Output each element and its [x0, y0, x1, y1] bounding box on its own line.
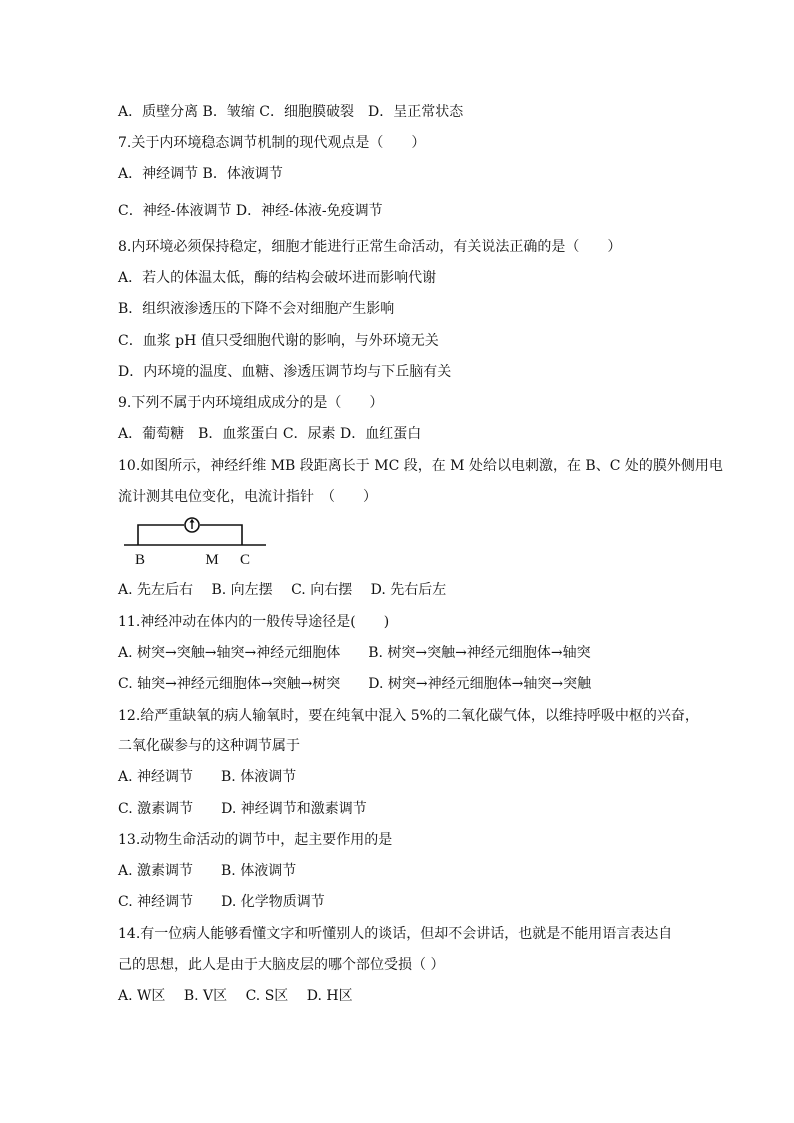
- label-m: M: [205, 552, 219, 568]
- nerve-fiber-diagram: [124, 517, 274, 569]
- q10-stem-line2: 流计测其电位变化，电流计指针 （ ）: [118, 489, 377, 505]
- q12-stem-line1: 12.给严重缺氧的病人输氧时，要在纯氧中混入 5%的二氧化碳气体，以维持呼吸中枢的兴奋，: [118, 708, 699, 724]
- q14-stem-line1: 14.有一位病人能够看懂文字和听懂别人的谈话，但却不会讲话，也就是不能用语言表达自: [118, 926, 673, 942]
- label-c: C: [239, 552, 251, 568]
- q13-options-ab: A. 激素调节 B. 体液调节: [118, 863, 297, 879]
- wire-right: [200, 525, 242, 545]
- q14-stem-line2: 己的思想，此人是由于大脑皮层的哪个部位受损（ ）: [118, 957, 445, 973]
- q11-stem: 11.神经冲动在体内的一般传导途径是( ): [118, 614, 390, 630]
- q14-options: A. W区 B. V区 C. S区 D. H区: [118, 988, 353, 1004]
- q12-options-cd: C. 激素调节 D. 神经调节和激素调节: [118, 801, 367, 817]
- label-b: B: [134, 552, 146, 568]
- q7-options-cd: C．神经-体液调节 D．神经-体液-免疫调节: [118, 203, 383, 219]
- q13-options-cd: C. 神经调节 D. 化学物质调节: [118, 894, 325, 910]
- q7-stem: 7.关于内环境稳态调节机制的现代观点是（ ）: [118, 135, 426, 151]
- q11-options-cd: C. 轴突→神经元细胞体→突触→树突 D. 树突→神经元细胞体→轴突→突触: [118, 676, 592, 692]
- q12-stem-line2: 二氧化碳参与的这种调节属于: [118, 738, 300, 754]
- q13-stem: 13.动物生命活动的调节中，起主要作用的是: [118, 832, 393, 848]
- q8-option-c: C．血浆 pH 值只受细胞代谢的影响，与外环境无关: [118, 333, 439, 349]
- q11-options-ab: A. 树突→突触→轴突→神经元细胞体 B. 树突→突触→神经元细胞体→轴突: [118, 645, 591, 661]
- q8-option-d: D．内环境的温度、血糖、渗透压调节均与下丘脑有关: [118, 364, 452, 380]
- q6-options: A．质壁分离 B．皱缩 C．细胞膜破裂 D．呈正常状态: [118, 104, 464, 120]
- q7-options-ab: A．神经调节 B．体液调节: [118, 166, 283, 182]
- q8-option-a: A．若人的体温太低，酶的结构会破坏进而影响代谢: [118, 270, 437, 286]
- wire-left: [138, 525, 184, 545]
- q12-options-ab: A. 神经调节 B. 体液调节: [118, 769, 297, 785]
- q10-stem-line1: 10.如图所示，神经纤维 MB 段距离长于 MC 段，在 M 处给以电刺激，在 B、C 处的膜外侧用电: [118, 458, 723, 474]
- q9-options: A．葡萄糖 B．血浆蛋白 C．尿素 D．血红蛋白: [118, 426, 422, 442]
- q10-options: A. 先左后右 B. 向左摆 C. 向右摆 D. 先右后左: [118, 582, 447, 598]
- q8-option-b: B．组织液渗透压的下降不会对细胞产生影响: [118, 301, 395, 317]
- q9-stem: 9.下列不属于内环境组成成分的是（ ）: [118, 395, 384, 411]
- q8-stem: 8.内环境必须保持稳定，细胞才能进行正常生命活动，有关说法正确的是（ ）: [118, 239, 622, 255]
